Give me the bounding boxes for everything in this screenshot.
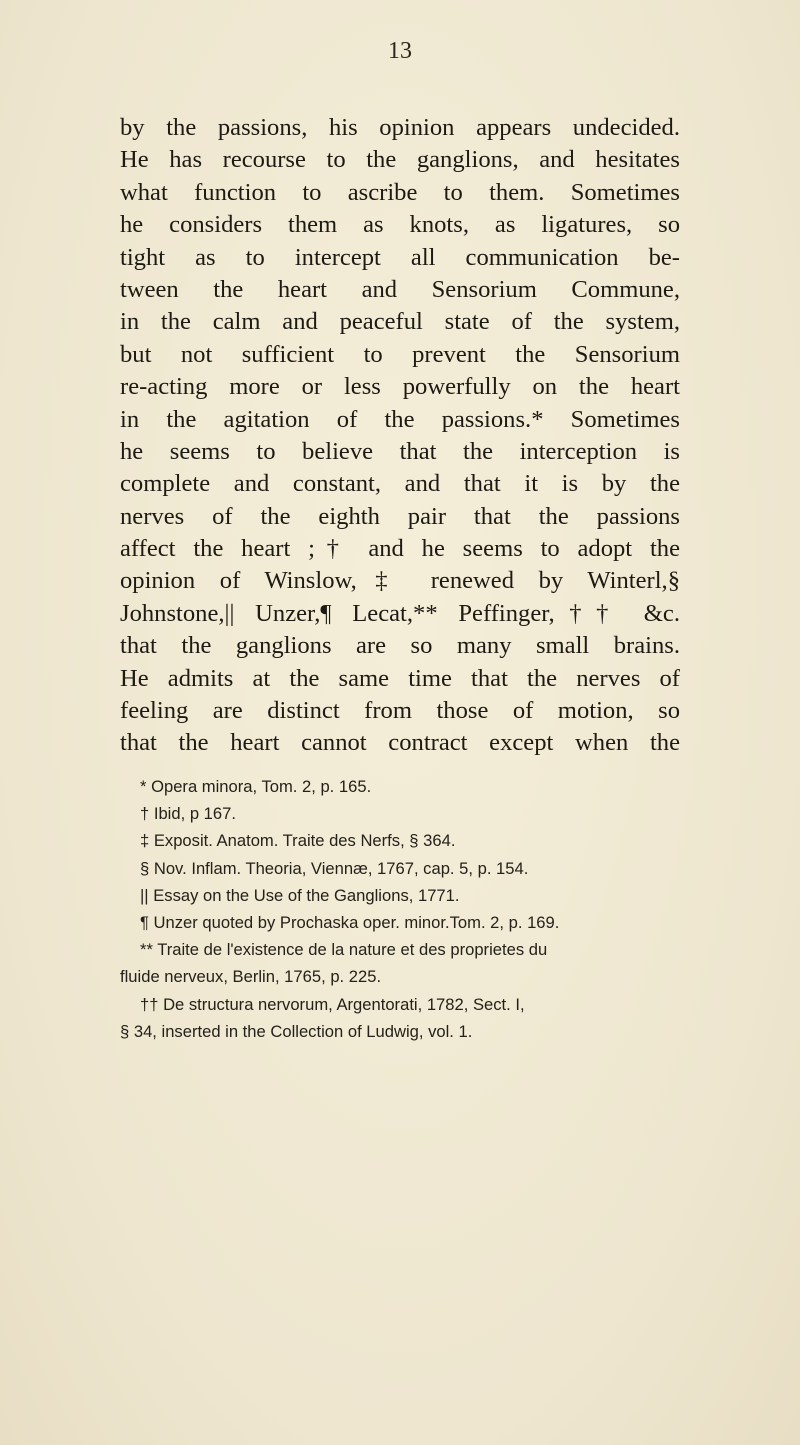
body-line: what function to ascribe to them. Sometimes: [120, 178, 680, 206]
body-line: tight as to intercept all communication be-: [120, 243, 680, 271]
footnote: * Opera minora, Tom. 2, p. 165.: [140, 777, 372, 796]
page-number: 13: [388, 38, 412, 64]
footnote-continuation: § 34, inserted in the Collection of Ludwig, vol. 1.: [120, 1021, 473, 1041]
body-line: that the ganglions are so many small brains.: [120, 632, 680, 660]
body-line: that the heart cannot contract except when the: [120, 729, 680, 757]
footnote-continuation: fluide nerveux, Berlin, 1765, p. 225.: [120, 967, 382, 987]
footnote: ** Traite de l'existence de la nature et des proprietes du: [140, 940, 548, 960]
body-line: He has recourse to the ganglions, and hesitates: [120, 146, 680, 174]
footnotes: [120, 773, 680, 1045]
body-line: tween the heart and Sensorium Commune,: [120, 275, 680, 303]
body-line: complete and constant, and that it is by the: [120, 470, 680, 498]
body-line: He admits at the same time that the nerves of: [120, 664, 680, 692]
body-line: he seems to believe that the interception is: [120, 437, 680, 465]
body-paragraph: [120, 112, 680, 760]
body-line: Johnstone,|| Unzer,¶ Lecat,** Peffinger,†† &c.: [120, 599, 680, 627]
body-line: affect the heart ;† and he seems to adopt the: [120, 535, 680, 563]
footnote: || Essay on the Use of the Ganglions, 1771.: [140, 885, 460, 905]
body-line: in the agitation of the passions.* Sometimes: [120, 405, 680, 433]
footnote: † Ibid, p 167.: [140, 804, 236, 824]
body-line: by the passions, his opinion appears undecided.: [120, 114, 680, 141]
body-line: opinion of Winslow,‡ renewed by Winterl,§: [120, 567, 680, 595]
body-line: feeling are distinct from those of motion, so: [120, 697, 680, 725]
body-line: but not sufficient to prevent the Sensorium: [120, 340, 680, 368]
body-line: he considers them as knots, as ligatures, so: [120, 211, 680, 239]
body-line: re-acting more or less powerfully on the heart: [120, 373, 680, 401]
footnote: ‡ Exposit. Anatom. Traite des Nerfs, § 364.: [140, 831, 456, 851]
footnote: †† De structura nervorum, Argentorati, 1782, Sect. I,: [140, 994, 525, 1014]
footnote: ¶ Unzer quoted by Prochaska oper. minor.Tom. 2, p. 169.: [140, 912, 560, 932]
footnote: § Nov. Inflam. Theoria, Viennæ, 1767, cap. 5, p. 154.: [140, 858, 529, 878]
body-line: in the calm and peaceful state of the system,: [120, 308, 680, 336]
body-line: nerves of the eighth pair that the passions: [120, 502, 680, 530]
